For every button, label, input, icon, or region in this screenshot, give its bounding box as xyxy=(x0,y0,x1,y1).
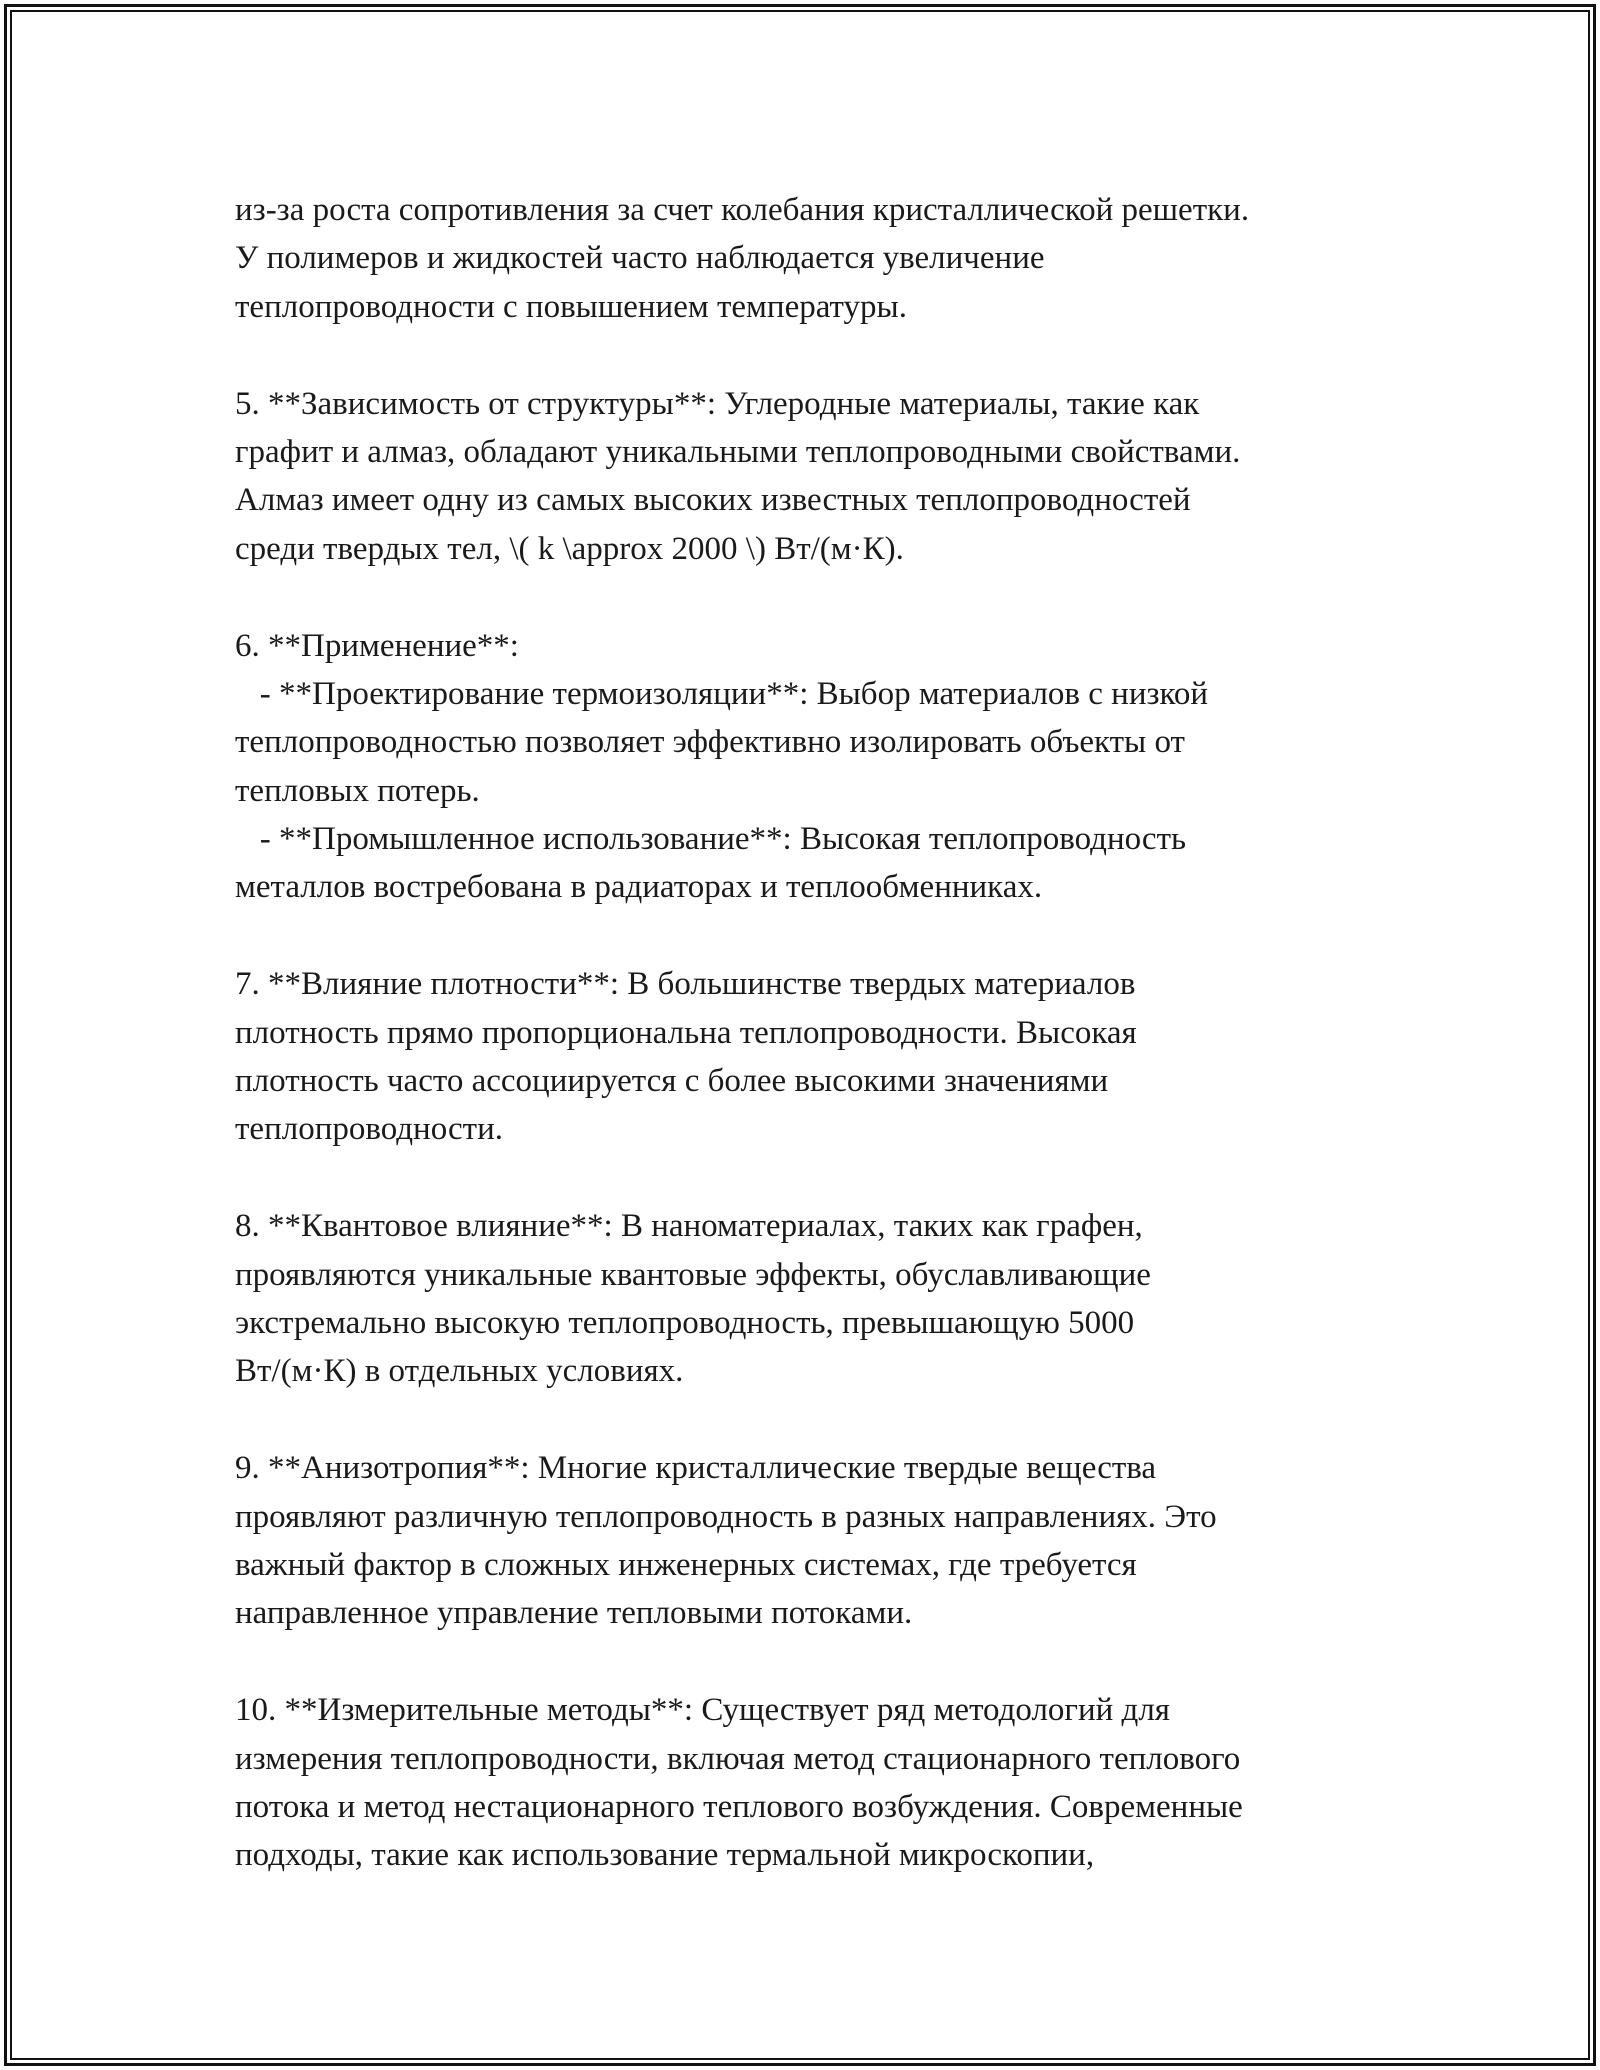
text-line: У полимеров и жидкостей часто наблюдается увеличение xyxy=(235,240,1045,277)
text-line: плотность прямо пропорциональна теплопроводности. Высокая xyxy=(235,1014,1137,1051)
text-line: теплопроводности с повышением температуры. xyxy=(235,288,907,325)
document-body xyxy=(235,186,1415,1880)
paragraph-gap xyxy=(235,1396,1415,1444)
text-line: проявляют различную теплопроводность в разных направлениях. Это xyxy=(235,1498,1217,1535)
text-line: графит и алмаз, обладают уникальными теплопроводными свойствами. xyxy=(235,433,1241,470)
text-line: металлов востребована в радиаторах и теплообменниках. xyxy=(235,869,1043,906)
list-item-8-line: 8. **Квантовое влияние**: В наноматериалах, таких как графен, xyxy=(235,1208,1143,1245)
paragraph-gap xyxy=(235,1154,1415,1202)
text-line: Вт/(м·К) в отдельных условиях. xyxy=(235,1353,684,1390)
text-line: направленное управление тепловыми потоками. xyxy=(235,1595,913,1632)
list-item-5-line: 5. **Зависимость от структуры**: Углеродные материалы, такие как xyxy=(235,385,1200,422)
list-item-7-line: 7. **Влияние плотности**: В большинстве твердых материалов xyxy=(235,966,1136,1003)
text-line: из-за роста сопротивления за счет колебания кристаллической решетки. xyxy=(235,192,1250,228)
text-line: Алмаз имеет одну из самых высоких известных теплопроводностей xyxy=(235,482,1191,519)
text-line: плотность часто ассоциируется с более высокими значениями xyxy=(235,1063,1109,1100)
text-line: измерения теплопроводности, включая метод стационарного теплового xyxy=(235,1740,1241,1777)
paragraph-gap xyxy=(235,912,1415,960)
text-line: экстремально высокую теплопроводность, превышающую 5000 xyxy=(235,1304,1135,1341)
list-item-6-line: 6. **Применение**: xyxy=(235,627,519,664)
text-line: подходы, такие как использование термальной микроскопии, xyxy=(235,1837,1095,1874)
text-line: важный фактор в сложных инженерных системах, где требуется xyxy=(235,1546,1137,1583)
text-line: теплопроводности. xyxy=(235,1111,504,1148)
text-line: среди твердых тел, \( k \approx 2000 \) Вт/(м·К). xyxy=(235,530,904,567)
list-item-9-line: 9. **Анизотропия**: Многие кристаллические твердые вещества xyxy=(235,1450,1157,1487)
text-line: теплопроводностью позволяет эффективно изолировать объекты от xyxy=(235,724,1185,761)
paragraph-gap xyxy=(235,573,1415,621)
paragraph-gap xyxy=(235,331,1415,379)
sub-item-line: - **Промышленное использование**: Высокая теплопроводность xyxy=(235,821,1187,858)
sub-item-line: - **Проектирование термоизоляции**: Выбор материалов с низкой xyxy=(235,675,1209,712)
text-line: проявляются уникальные квантовые эффекты, обуславливающие xyxy=(235,1256,1151,1293)
list-item-10-line: 10. **Измерительные методы**: Существует ряд методологий для xyxy=(235,1692,1170,1729)
paragraph-gap xyxy=(235,1638,1415,1686)
text-line: потока и метод нестационарного теплового возбуждения. Современные xyxy=(235,1788,1243,1825)
text-line: тепловых потерь. xyxy=(235,772,480,809)
